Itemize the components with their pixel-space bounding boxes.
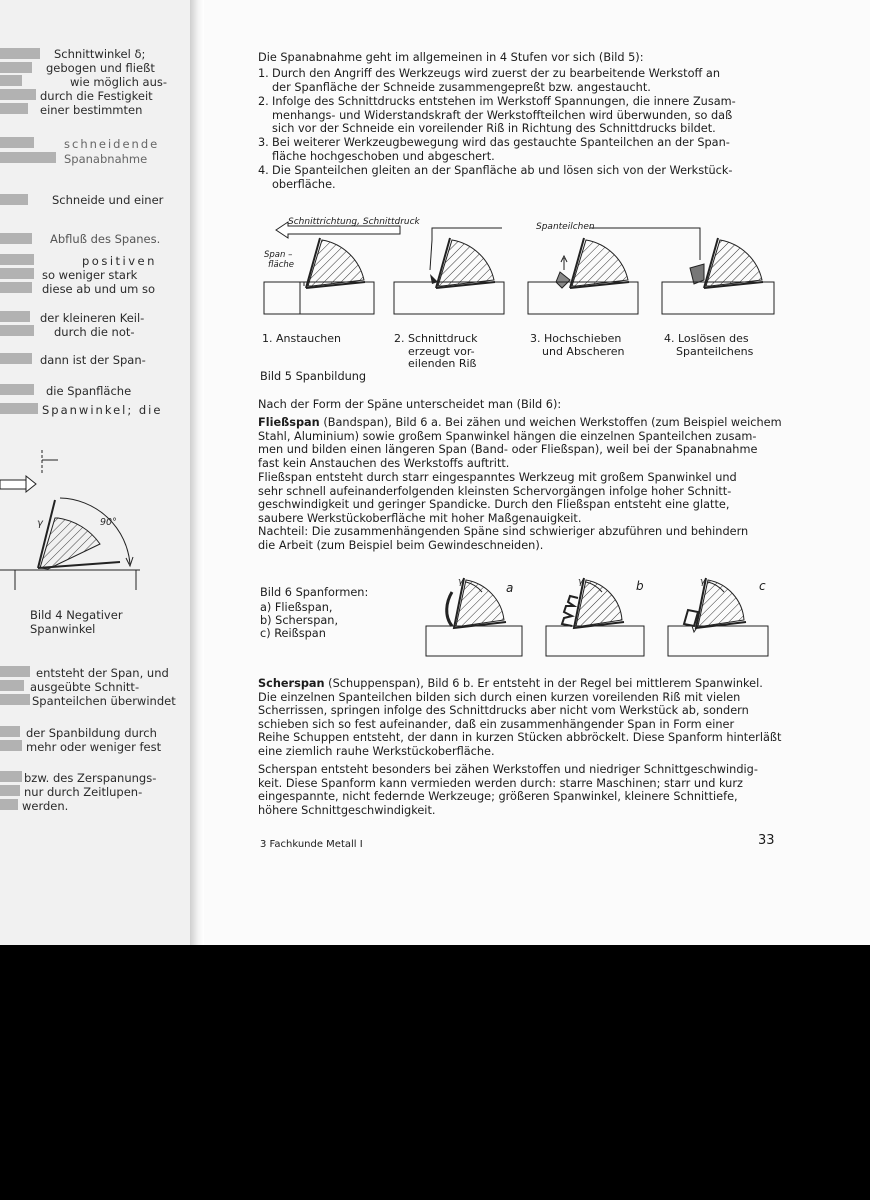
bild5-caption-2: eilenden Riß <box>408 357 477 370</box>
left-text-line: so weniger stark <box>42 268 138 282</box>
step-line: Die Spanteilchen gleiten an der Spanfläche ab und lösen sich von der Werkstück- <box>272 164 733 177</box>
fliessspan-line: geschwindigkeit und geringer Spandicke. Durch den Fließspan entsteht eine glatte, <box>258 498 730 512</box>
stage-4 <box>662 238 774 314</box>
print-smear <box>0 740 22 751</box>
left-text-line: werden. <box>22 799 69 813</box>
spanform-c <box>668 578 768 656</box>
print-smear <box>0 137 34 148</box>
print-smear <box>0 726 20 737</box>
print-smear <box>0 311 30 322</box>
print-smear <box>0 75 22 86</box>
print-smear <box>0 680 24 691</box>
left-page <box>0 0 198 945</box>
left-text-line: Schneide und einer <box>52 193 164 207</box>
print-smear <box>0 194 28 205</box>
left-text-line: mehr oder weniger fest <box>26 740 162 754</box>
intro-text: Die Spanabnahme geht im allgemeinen in 4 Stufen vor sich (Bild 5): <box>258 51 644 64</box>
fliessspan-line: Fließspan entsteht durch starr eingespanntes Werkzeug mit großem Spanwinkel und <box>258 471 737 484</box>
print-smear <box>0 268 34 279</box>
print-smear <box>0 799 18 810</box>
bild5-caption-4: 4. Loslösen des <box>664 332 749 345</box>
step-line: menhangs- und Widerstandskraft der Werkstoffteilchen wird überwunden, so daß <box>272 108 733 122</box>
left-text-line: der Spanbildung durch <box>26 726 157 740</box>
paragraph: Nach der Form der Späne unterscheidet man (Bild 6): <box>258 398 562 411</box>
step-number: 3. <box>258 136 269 149</box>
print-smear <box>0 771 22 782</box>
step-number: 4. <box>258 164 269 177</box>
spanform-b <box>546 578 644 656</box>
scherspan-line: keit. Diese Spanform kann vermieden werden durch: starre Maschinen; starr und kurz <box>258 776 743 790</box>
left-text-line: wie möglich aus- <box>70 75 168 89</box>
left-text-line: Spanwinkel; die <box>42 403 163 417</box>
left-text-line: gebogen und fließt <box>46 61 155 75</box>
bild5-spanflaeche-label: fläche <box>268 260 294 270</box>
print-smear <box>0 233 32 244</box>
gamma-label: γ <box>578 577 584 587</box>
scherspan-line: Die einzelnen Spanteilchen bilden sich durch einen kurzen voreilenden Riß mit vielen <box>258 690 741 704</box>
footer-source: 3 Fachkunde Metall I <box>260 839 363 850</box>
left-text-line: Abfluß des Spanes. <box>50 232 161 246</box>
step-line: Durch den Angriff des Werkzeugs wird zuerst der zu bearbeitende Werkstoff an <box>272 67 720 80</box>
letter-c: c <box>759 579 766 593</box>
term-scherspan: Scherspan <box>258 677 325 690</box>
left-text-line: Spanabnahme <box>64 152 148 166</box>
bild4-caption: Spanwinkel <box>30 622 96 636</box>
book-gutter <box>190 0 204 945</box>
left-text-line: Schnittwinkel δ; <box>54 47 146 61</box>
right-page <box>204 0 870 945</box>
left-text-line: einer bestimmten <box>40 103 143 117</box>
step-line: der Spanfläche der Schneide zusammengepreßt bzw. angestaucht. <box>272 80 651 94</box>
left-text-line: durch die Festigkeit <box>40 89 153 103</box>
scherspan-line: Reihe Schuppen entsteht, der dann in kurzen Stücken abbröckelt. Diese Spanform hinterläßt <box>258 731 782 745</box>
bild6-item: c) Reißspan <box>260 627 326 640</box>
fliessspan-line: fast kein Anstauchen des Werkstoffs auftritt. <box>258 456 510 470</box>
left-text-line: ausgeübte Schnitt- <box>30 680 140 694</box>
fliessspan-line: saubere Werkstückoberfläche mit hoher Maßgenauigkeit. <box>258 511 582 525</box>
left-text-line: dann ist der Span- <box>40 353 146 367</box>
left-text-line: bzw. des Zerspanungs- <box>24 771 157 785</box>
fliessspan-line: die Arbeit (zum Beispiel beim Gewindeschneiden). <box>258 539 544 552</box>
print-smear <box>0 152 56 163</box>
stage-3 <box>528 238 638 314</box>
print-smear <box>0 785 20 796</box>
left-text-line: entsteht der Span, und <box>36 666 169 680</box>
bild5-arrow-label: Schnittrichtung, Schnittdruck <box>288 217 420 227</box>
left-text-line: die Spanfläche <box>46 384 132 398</box>
step-line: oberfläche. <box>272 177 336 191</box>
fliessspan-line: men und bilden einen längeren Span (Band- oder Fließspan), weil bei der Spanabnahme <box>258 443 758 457</box>
step-number: 2. <box>258 95 269 108</box>
fliessspan-line: Stahl, Aluminium) sowie großem Spanwinkel hängen die einzelnen Spanteilchen zusam- <box>258 429 757 443</box>
left-text-line: diese ab und um so <box>42 282 156 296</box>
step-line: fläche hochgeschoben und abgeschert. <box>272 149 495 163</box>
step-line: sich vor der Schneide ein voreilender Riß in Richtung des Schnittdrucks bildet. <box>272 122 716 136</box>
scherspan-line: Scherspan entsteht besonders bei zähen Werkstoffen und niedriger Schnittgeschwindig- <box>258 763 758 776</box>
scan-background <box>0 945 870 1200</box>
bild5-caption-3: und Abscheren <box>542 344 625 358</box>
print-smear <box>0 666 30 677</box>
bild4-figure <box>0 440 196 590</box>
gamma-label: γ <box>37 518 43 529</box>
angle-label: 90° <box>100 517 117 528</box>
step-line: Bei weiterer Werkzeugbewegung wird das gestauchte Spanteilchen an der Span- <box>272 136 730 149</box>
bild5-caption-1: 1. Anstauchen <box>262 332 342 345</box>
bild5-caption-4: Spanteilchens <box>676 344 754 358</box>
bild5-caption-2: 2. Schnittdruck <box>394 332 478 345</box>
print-smear <box>0 403 38 414</box>
fliessspan-line: sehr schnell aufeinanderfolgenden kleinsten Schervorgängen infolge hoher Schnitt- <box>258 484 732 498</box>
bild4-caption: Bild 4 Negativer <box>30 608 123 622</box>
bild6-item: a) Fließspan, <box>260 601 333 614</box>
page-number: 33 <box>758 833 775 848</box>
bild5-caption-3: 3. Hochschieben <box>530 332 622 345</box>
bild6-title: Bild 6 Spanformen: <box>260 586 369 599</box>
scherspan-line: höhere Schnittgeschwindigkeit. <box>258 803 436 817</box>
left-text-line: schneidende <box>64 137 160 151</box>
print-smear <box>0 384 34 395</box>
print-smear <box>0 694 30 705</box>
scherspan-line: eine ziemlich rauhe Werkstückoberfläche. <box>258 745 495 758</box>
left-text-line: positiven <box>82 254 157 268</box>
step-number: 1. <box>258 67 269 80</box>
fliessspan-line: Fließspan (Bandspan), Bild 6 a. Bei zähen und weichen Werkstoffen (zum Beispiel weichem <box>258 416 782 429</box>
print-smear <box>0 353 32 364</box>
gamma-label: γ <box>700 577 706 587</box>
bild5-caption-2: erzeugt vor- <box>408 344 475 358</box>
scherspan-line: schieben sich so fest aufeinander, daß ein zusammenhängender Span in Form einer <box>258 717 735 731</box>
bild6-item: b) Scherspan, <box>260 614 339 627</box>
fliessspan-line: Nachteil: Die zusammenhängenden Späne sind schwieriger abzuführen und behindern <box>258 525 749 539</box>
stage-2 <box>394 238 504 314</box>
term-fliessspan: Fließspan <box>258 416 320 429</box>
print-smear <box>0 103 28 114</box>
letter-b: b <box>636 579 644 593</box>
print-smear <box>0 254 34 265</box>
step-line: Infolge des Schnittdrucks entstehen im Werkstoff Spannungen, die innere Zusam- <box>272 95 736 108</box>
left-text-line: nur durch Zeitlupen- <box>24 785 143 799</box>
scherspan-line: Scherspan (Schuppenspan), Bild 6 b. Er entsteht in der Regel bei mittlerem Spanwinkel. <box>258 677 763 690</box>
print-smear <box>0 62 32 73</box>
print-smear <box>0 282 32 293</box>
left-text-line: Spanteilchen überwindet <box>32 694 176 708</box>
scherspan-line: Scherrissen, springen infolge des Schnittdrucks aber nicht vom Werkstück ab, sondern <box>258 704 749 718</box>
print-smear <box>0 48 40 59</box>
letter-a: a <box>506 581 514 595</box>
bild5-title: Bild 5 Spanbildung <box>260 370 367 383</box>
print-smear <box>0 325 34 336</box>
print-smear <box>0 89 36 100</box>
gamma-label: γ <box>458 577 464 587</box>
bild5-spanflaeche-label: Span – <box>264 250 293 260</box>
bild5-spanteilchen-label: Spanteilchen <box>536 222 595 232</box>
bild6-figure <box>422 572 782 660</box>
left-text-line: der kleineren Keil- <box>40 311 145 325</box>
scherspan-line: eingespannte, nicht federnde Werkzeuge; größeren Spanwinkel, kleinere Schnittiefe, <box>258 790 738 804</box>
left-text-line: durch die not- <box>54 325 135 339</box>
